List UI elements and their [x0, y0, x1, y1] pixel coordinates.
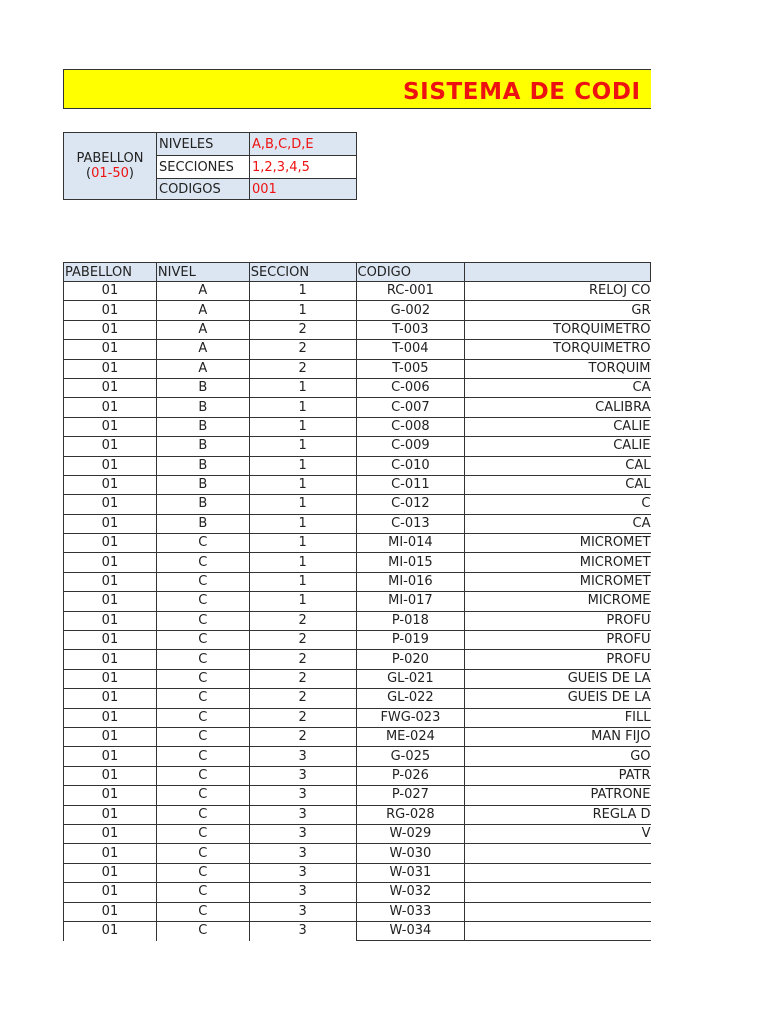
cell-descripcion: TORQUIMETRO	[465, 320, 651, 339]
cell-seccion: 1	[249, 282, 356, 301]
cell-seccion: 1	[249, 437, 356, 456]
table-header-row	[64, 263, 651, 282]
cell-nivel: A	[156, 359, 249, 378]
cell-descripcion: CAL	[465, 475, 651, 494]
cell-seccion: 2	[249, 631, 356, 650]
cell-codigo: W-031	[356, 863, 465, 882]
cell-seccion: 1	[249, 553, 356, 572]
cell-descripcion	[465, 902, 651, 921]
cell-pabellon: 01	[64, 340, 157, 359]
cell-codigo: P-020	[356, 650, 465, 669]
cell-nivel: C	[156, 611, 249, 630]
table-row	[64, 553, 651, 572]
cell-nivel: B	[156, 417, 249, 436]
table-row	[64, 863, 651, 882]
cell-descripcion: CA	[465, 514, 651, 533]
cell-codigo: GL-022	[356, 689, 465, 708]
cell-codigo: W-030	[356, 844, 465, 863]
cell-pabellon: 01	[64, 553, 157, 572]
cell-pabellon: 01	[64, 708, 157, 727]
cell-descripcion	[465, 921, 651, 940]
cell-nivel: B	[156, 378, 249, 397]
cell-nivel: A	[156, 301, 249, 320]
cell-nivel: B	[156, 398, 249, 417]
cell-nivel: C	[156, 805, 249, 824]
cell-pabellon: 01	[64, 824, 157, 843]
cell-descripcion: MICROMET	[465, 553, 651, 572]
cell-seccion: 3	[249, 883, 356, 902]
table-row	[64, 320, 651, 339]
cell-pabellon: 01	[64, 921, 157, 940]
cell-nivel: B	[156, 495, 249, 514]
cell-seccion: 2	[249, 669, 356, 688]
cell-codigo: MI-017	[356, 592, 465, 611]
cell-pabellon: 01	[64, 417, 157, 436]
cell-seccion: 3	[249, 766, 356, 785]
cell-nivel: C	[156, 534, 249, 553]
info-value: 001	[250, 179, 357, 200]
cell-pabellon: 01	[64, 669, 157, 688]
table-row	[64, 282, 651, 301]
cell-pabellon: 01	[64, 398, 157, 417]
cell-seccion: 3	[249, 921, 356, 940]
cell-nivel: C	[156, 921, 249, 940]
cell-nivel: C	[156, 650, 249, 669]
cell-seccion: 2	[249, 340, 356, 359]
cell-codigo: T-005	[356, 359, 465, 378]
cell-seccion: 3	[249, 844, 356, 863]
pabellon-label: PABELLON	[76, 151, 144, 166]
cell-descripcion: PROFU	[465, 611, 651, 630]
cell-pabellon: 01	[64, 456, 157, 475]
table-row	[64, 572, 651, 591]
cell-codigo: T-004	[356, 340, 465, 359]
table-row	[64, 727, 651, 746]
table-row	[64, 301, 651, 320]
cell-codigo: MI-016	[356, 572, 465, 591]
cell-nivel: C	[156, 786, 249, 805]
cell-pabellon: 01	[64, 514, 157, 533]
cell-nivel: B	[156, 437, 249, 456]
cell-nivel: C	[156, 572, 249, 591]
cell-descripcion: RELOJ CO	[465, 282, 651, 301]
cell-descripcion: GO	[465, 747, 651, 766]
table-row	[64, 417, 651, 436]
cell-codigo: RC-001	[356, 282, 465, 301]
code-info-table	[63, 132, 357, 200]
cell-seccion: 1	[249, 378, 356, 397]
cell-pabellon: 01	[64, 631, 157, 650]
cell-pabellon: 01	[64, 902, 157, 921]
table-row	[64, 766, 651, 785]
cell-descripcion: CAL	[465, 456, 651, 475]
cell-codigo: RG-028	[356, 805, 465, 824]
cell-descripcion: CALIE	[465, 417, 651, 436]
table-row	[64, 669, 651, 688]
cell-descripcion: MICROMET	[465, 534, 651, 553]
cell-seccion: 1	[249, 495, 356, 514]
cell-nivel: C	[156, 553, 249, 572]
cell-seccion: 1	[249, 417, 356, 436]
info-label: CODIGOS	[157, 179, 250, 200]
cell-descripcion: TORQUIM	[465, 359, 651, 378]
cell-codigo: P-018	[356, 611, 465, 630]
cell-pabellon: 01	[64, 727, 157, 746]
table-row	[64, 902, 651, 921]
cell-nivel: C	[156, 592, 249, 611]
cell-pabellon: 01	[64, 805, 157, 824]
table-row	[64, 495, 651, 514]
cell-seccion: 1	[249, 514, 356, 533]
table-body	[64, 282, 651, 941]
cell-descripcion: REGLA D	[465, 805, 651, 824]
cell-seccion: 1	[249, 398, 356, 417]
column-header-descripcion	[465, 263, 651, 282]
cell-seccion: 3	[249, 786, 356, 805]
table-row	[64, 631, 651, 650]
cell-codigo: C-013	[356, 514, 465, 533]
cell-descripcion: PROFU	[465, 631, 651, 650]
table-row	[64, 378, 651, 397]
cell-codigo: P-019	[356, 631, 465, 650]
cell-nivel: C	[156, 863, 249, 882]
cell-codigo: G-002	[356, 301, 465, 320]
cell-nivel: C	[156, 727, 249, 746]
table-row	[64, 592, 651, 611]
cell-seccion: 3	[249, 863, 356, 882]
info-label: NIVELES	[157, 133, 250, 156]
cell-descripcion: GUEIS DE LA	[465, 669, 651, 688]
cell-pabellon: 01	[64, 592, 157, 611]
cell-descripcion: V	[465, 824, 651, 843]
pabellon-range: (01-50)	[86, 166, 134, 181]
cell-nivel: A	[156, 340, 249, 359]
cell-descripcion: CA	[465, 378, 651, 397]
cell-codigo: T-003	[356, 320, 465, 339]
table-row	[64, 514, 651, 533]
cell-pabellon: 01	[64, 495, 157, 514]
cell-codigo: MI-014	[356, 534, 465, 553]
table-row	[64, 824, 651, 843]
cell-seccion: 2	[249, 727, 356, 746]
cell-pabellon: 01	[64, 301, 157, 320]
table-row	[64, 844, 651, 863]
info-value: A,B,C,D,E	[250, 133, 357, 156]
info-value: 1,2,3,4,5	[250, 156, 357, 179]
column-header-pabellon: PABELLON	[64, 263, 157, 282]
cell-descripcion: MICROMET	[465, 572, 651, 591]
cell-descripcion: C	[465, 495, 651, 514]
cell-descripcion: GR	[465, 301, 651, 320]
cell-seccion: 2	[249, 320, 356, 339]
cell-descripcion: FILL	[465, 708, 651, 727]
cell-codigo: P-026	[356, 766, 465, 785]
cell-codigo: ME-024	[356, 727, 465, 746]
cell-pabellon: 01	[64, 437, 157, 456]
cell-pabellon: 01	[64, 572, 157, 591]
cell-seccion: 2	[249, 708, 356, 727]
pabellon-range-value: 01-50	[91, 166, 129, 181]
cell-nivel: C	[156, 824, 249, 843]
table-row	[64, 747, 651, 766]
cell-descripcion: TORQUIMETRO	[465, 340, 651, 359]
cell-codigo: MI-015	[356, 553, 465, 572]
cell-nivel: B	[156, 475, 249, 494]
cell-nivel: C	[156, 708, 249, 727]
cell-nivel: C	[156, 669, 249, 688]
cell-pabellon: 01	[64, 883, 157, 902]
cell-seccion: 1	[249, 301, 356, 320]
cell-descripcion: PATRONE	[465, 786, 651, 805]
cell-nivel: A	[156, 320, 249, 339]
cell-nivel: C	[156, 766, 249, 785]
cell-codigo: FWG-023	[356, 708, 465, 727]
cell-nivel: C	[156, 747, 249, 766]
cell-descripcion: GUEIS DE LA	[465, 689, 651, 708]
column-header-seccion: SECCION	[249, 263, 356, 282]
cell-codigo: W-034	[356, 921, 465, 940]
cell-nivel: C	[156, 844, 249, 863]
cell-nivel: C	[156, 883, 249, 902]
table-row	[64, 437, 651, 456]
cell-seccion: 3	[249, 747, 356, 766]
table-row	[64, 611, 651, 630]
cell-nivel: B	[156, 514, 249, 533]
cell-seccion: 2	[249, 650, 356, 669]
cell-codigo: C-008	[356, 417, 465, 436]
cell-codigo: C-007	[356, 398, 465, 417]
table-row	[64, 340, 651, 359]
cell-codigo: GL-021	[356, 669, 465, 688]
cell-codigo: C-009	[356, 437, 465, 456]
cell-pabellon: 01	[64, 747, 157, 766]
table-row	[64, 883, 651, 902]
cell-seccion: 2	[249, 611, 356, 630]
cell-pabellon: 01	[64, 320, 157, 339]
cell-seccion: 1	[249, 592, 356, 611]
table-row	[64, 359, 651, 378]
cell-pabellon: 01	[64, 650, 157, 669]
cell-seccion: 1	[249, 534, 356, 553]
info-label: SECCIONES	[157, 156, 250, 179]
cell-codigo: C-006	[356, 378, 465, 397]
cell-pabellon: 01	[64, 534, 157, 553]
cell-pabellon: 01	[64, 282, 157, 301]
table-row	[64, 786, 651, 805]
cell-pabellon: 01	[64, 378, 157, 397]
cell-seccion: 1	[249, 572, 356, 591]
column-header-codigo: CODIGO	[356, 263, 465, 282]
cell-codigo: P-027	[356, 786, 465, 805]
cell-codigo: C-010	[356, 456, 465, 475]
cell-descripcion: MICROME	[465, 592, 651, 611]
cell-descripcion	[465, 863, 651, 882]
cell-codigo: W-032	[356, 883, 465, 902]
table-row	[64, 805, 651, 824]
cell-pabellon: 01	[64, 359, 157, 378]
cell-codigo: W-033	[356, 902, 465, 921]
cell-seccion: 3	[249, 805, 356, 824]
table-row	[64, 650, 651, 669]
table-row	[64, 456, 651, 475]
table-row	[64, 398, 651, 417]
cell-codigo: C-011	[356, 475, 465, 494]
cell-nivel: C	[156, 689, 249, 708]
cell-pabellon: 01	[64, 611, 157, 630]
cell-nivel: C	[156, 902, 249, 921]
cell-descripcion: CALIBRA	[465, 398, 651, 417]
cell-seccion: 1	[249, 475, 356, 494]
cell-pabellon: 01	[64, 766, 157, 785]
cell-pabellon: 01	[64, 689, 157, 708]
cell-nivel: C	[156, 631, 249, 650]
column-header-nivel: NIVEL	[156, 263, 249, 282]
inventory-table	[63, 262, 651, 941]
table-row	[64, 708, 651, 727]
cell-seccion: 3	[249, 824, 356, 843]
cell-codigo: C-012	[356, 495, 465, 514]
cell-descripcion: PATR	[465, 766, 651, 785]
page-title: SISTEMA DE CODI	[403, 79, 641, 105]
table-row	[64, 921, 651, 940]
table-row	[64, 475, 651, 494]
cell-descripcion: PROFU	[465, 650, 651, 669]
cell-descripcion: CALIE	[465, 437, 651, 456]
cell-codigo: W-029	[356, 824, 465, 843]
table-row	[64, 534, 651, 553]
cell-seccion: 1	[249, 456, 356, 475]
cell-pabellon: 01	[64, 844, 157, 863]
cell-descripcion: MAN FIJO	[465, 727, 651, 746]
cell-descripcion	[465, 883, 651, 902]
cell-seccion: 3	[249, 902, 356, 921]
pabellon-cell	[64, 133, 157, 200]
cell-nivel: B	[156, 456, 249, 475]
cell-codigo: G-025	[356, 747, 465, 766]
table-row	[64, 689, 651, 708]
cell-seccion: 2	[249, 689, 356, 708]
cell-pabellon: 01	[64, 475, 157, 494]
cell-nivel: A	[156, 282, 249, 301]
cell-pabellon: 01	[64, 786, 157, 805]
cell-seccion: 2	[249, 359, 356, 378]
cell-descripcion	[465, 844, 651, 863]
cell-pabellon: 01	[64, 863, 157, 882]
